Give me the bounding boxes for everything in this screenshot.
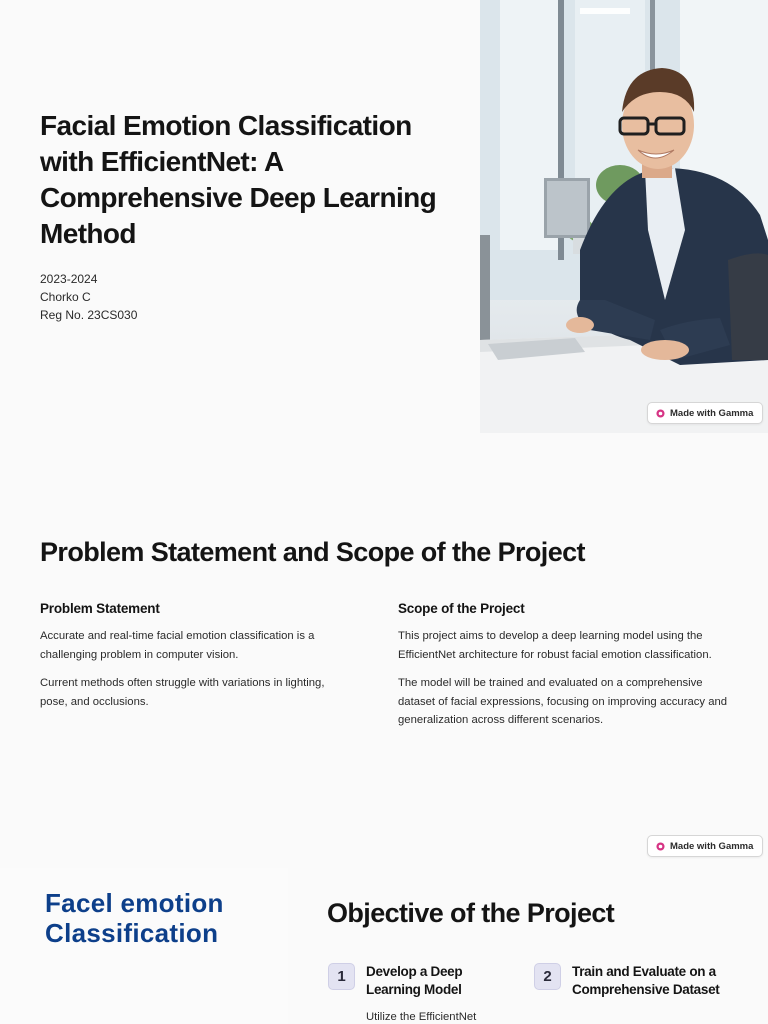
logo-text: Facel emotion Classification xyxy=(45,888,224,948)
slide-title: Objective of the Project xyxy=(327,898,615,928)
objective-item xyxy=(328,963,518,1024)
office-man-illustration xyxy=(480,0,768,433)
objective-heading: Develop a Deep Learning Model xyxy=(366,964,463,997)
objective-item xyxy=(534,963,724,999)
objectives-slide xyxy=(0,868,768,1024)
author-name: Chorko C xyxy=(40,290,91,304)
problem-paragraph: Current methods often struggle with variations in lighting, pose, and occlusions. xyxy=(40,677,325,708)
gamma-logo-icon xyxy=(656,842,665,851)
problem-statement-column xyxy=(40,601,345,721)
objective-heading: Train and Evaluate on a Comprehensive Dataset xyxy=(572,964,720,997)
academic-year: 2023-2024 xyxy=(40,272,98,286)
registration-number: Reg No. 23CS030 xyxy=(40,308,138,322)
gamma-logo-icon xyxy=(656,409,665,418)
title-slide xyxy=(0,0,768,433)
problem-scope-slide xyxy=(0,433,768,868)
made-with-gamma-badge[interactable] xyxy=(647,835,763,857)
scope-paragraph: This project aims to develop a deep learning model using the EfficientNet architecture for robust facial emotion classification. xyxy=(398,630,712,661)
objective-text: Utilize the EfficientNet xyxy=(366,1011,477,1023)
badge-label: Made with Gamma xyxy=(670,407,754,419)
project-logo-image xyxy=(0,868,288,1024)
badge-label: Made with Gamma xyxy=(670,840,754,852)
objective-number: 2 xyxy=(534,963,561,990)
scope-paragraph: The model will be trained and evaluated on a comprehensive dataset of facial expressions, focusing on improving accuracy and generalization across different scenarios. xyxy=(398,677,728,726)
scope-heading: Scope of the Project xyxy=(398,601,525,616)
scope-column xyxy=(398,601,728,740)
problem-paragraph: Accurate and real-time facial emotion classification is a challenging problem in computer vision. xyxy=(40,630,315,661)
made-with-gamma-badge[interactable] xyxy=(647,402,763,424)
problem-statement-heading: Problem Statement xyxy=(40,601,160,616)
presenter-photo xyxy=(480,0,768,433)
title-meta xyxy=(40,270,137,324)
objective-number: 1 xyxy=(328,963,355,990)
presentation-title: Facial Emotion Classification with EfficientNet: A Comprehensive Deep Learning Method xyxy=(40,110,437,249)
slide-title: Problem Statement and Scope of the Project xyxy=(40,537,585,567)
